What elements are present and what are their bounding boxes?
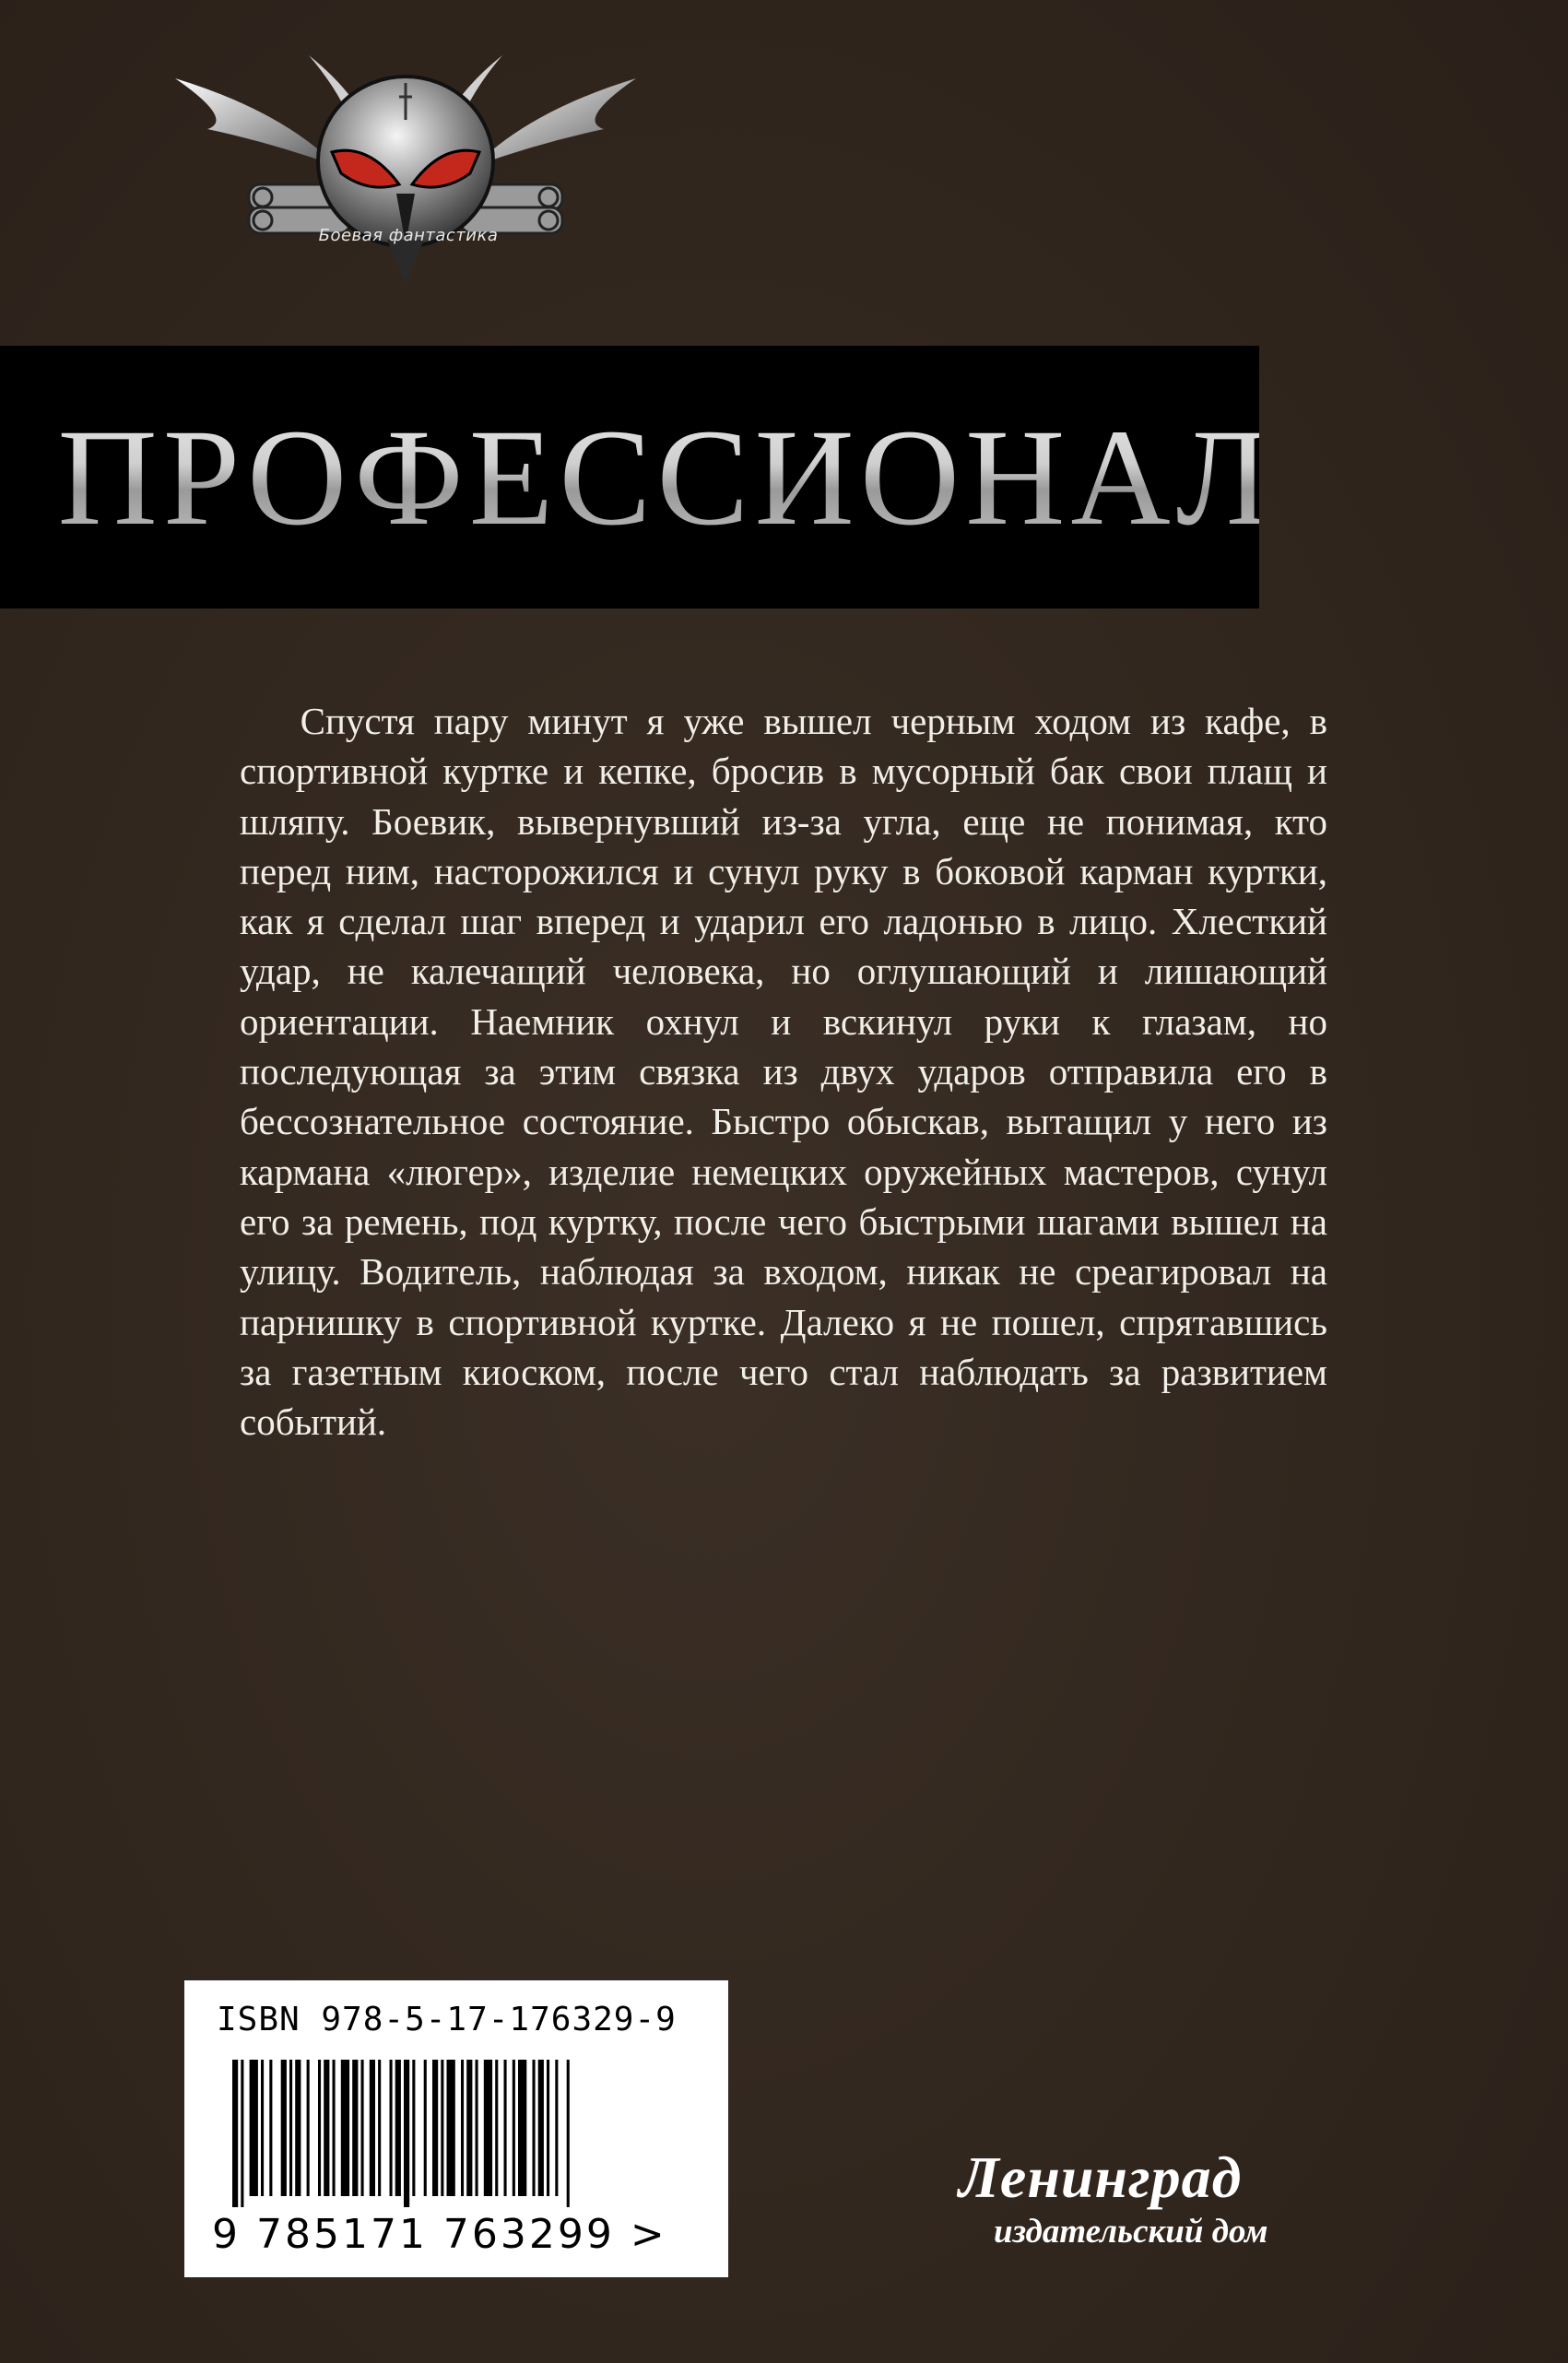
barcode-icon <box>232 2060 693 2207</box>
barcode-bar <box>476 2060 478 2196</box>
barcode-bar <box>441 2060 443 2196</box>
blurb-text: Спустя пару минут я уже вышел черным ходом из кафе, в спортивной куртке и кепке, бросив в мусорный бак свои плащ и шляпу. Боевик, вывернувший из-за угла, еще не понимая, кто перед ним, насторожился и сунул руку в боковой карман куртки, как я сделал шаг вперед и ударил его ладонью в лицо. Хлесткий удар, не калечащий человека, но оглушающий и лишающий ориентации. Наемник охнул и вскинул руки к глазам, но последующая за этим связка из двух ударов отправила его в бессознательное состояние. Быстро обыскав, вытащил у него из кармана «люгер», изделие немецких оружейных мастеров, сунул его за ремень, под куртку, после чего быстрыми шагами вышел на улицу. Водитель, наблюдая за входом, никак не среагировал на парнишку в спортивной куртке. Далеко я не пошел, спрятавшись за газетным киоском, после чего стал наблюдать за развитием событий. <box>240 700 1327 1444</box>
barcode-bar <box>395 2060 401 2196</box>
barcode-bar <box>390 2060 393 2196</box>
barcode-bar <box>352 2060 358 2196</box>
barcode-bar <box>307 2060 310 2196</box>
barcode-bar <box>461 2060 464 2196</box>
barcode-bar <box>424 2060 427 2196</box>
barcode-bar <box>466 2060 472 2196</box>
robot-skull-icon <box>171 55 641 286</box>
barcode-bar <box>370 2060 375 2196</box>
barcode-bar <box>432 2060 438 2196</box>
barcode-bar <box>447 2060 455 2196</box>
barcode-bar <box>341 2060 349 2196</box>
publisher-logo <box>959 2144 1318 2282</box>
series-emblem-logo <box>171 55 641 286</box>
publisher-subtitle: издательский дом <box>994 2213 1268 2251</box>
barcode-bar <box>567 2060 570 2207</box>
barcode-bar <box>241 2060 243 2207</box>
barcode-digits: 9 785171 763299 > <box>212 2211 667 2258</box>
book-title: ПРОФЕССИОНАЛ <box>0 346 1259 608</box>
barcode-bar <box>250 2060 258 2196</box>
barcode-bar <box>261 2060 264 2196</box>
title-band <box>0 346 1276 608</box>
barcode-bar <box>518 2060 526 2196</box>
barcode-bar <box>289 2060 292 2196</box>
barcode-bar <box>495 2060 498 2196</box>
barcode-bar <box>538 2060 544 2196</box>
barcode-bar <box>504 2060 507 2196</box>
barcode-bar <box>547 2060 549 2196</box>
barcode-bar <box>361 2060 364 2196</box>
barcode-bar <box>324 2060 329 2196</box>
barcode-bar <box>295 2060 301 2196</box>
isbn-box <box>184 1980 728 2277</box>
isbn-label: ISBN 978-5-17-176329-9 <box>217 2001 677 2038</box>
barcode-bar <box>232 2060 238 2207</box>
barcode-bar <box>378 2060 381 2196</box>
series-label: Боевая фантастика <box>318 226 499 245</box>
barcode-bar <box>269 2060 272 2196</box>
barcode-bar <box>318 2060 321 2196</box>
barcode-bar <box>412 2060 415 2196</box>
barcode-bar <box>404 2060 409 2207</box>
barcode-bar <box>484 2060 492 2196</box>
barcode-bar <box>333 2060 336 2196</box>
barcode-bar <box>533 2060 536 2196</box>
barcode-bar <box>555 2060 558 2196</box>
barcode-bar <box>281 2060 287 2196</box>
barcode-bar <box>513 2060 515 2196</box>
publisher-name: Ленинград <box>959 2144 1243 2210</box>
